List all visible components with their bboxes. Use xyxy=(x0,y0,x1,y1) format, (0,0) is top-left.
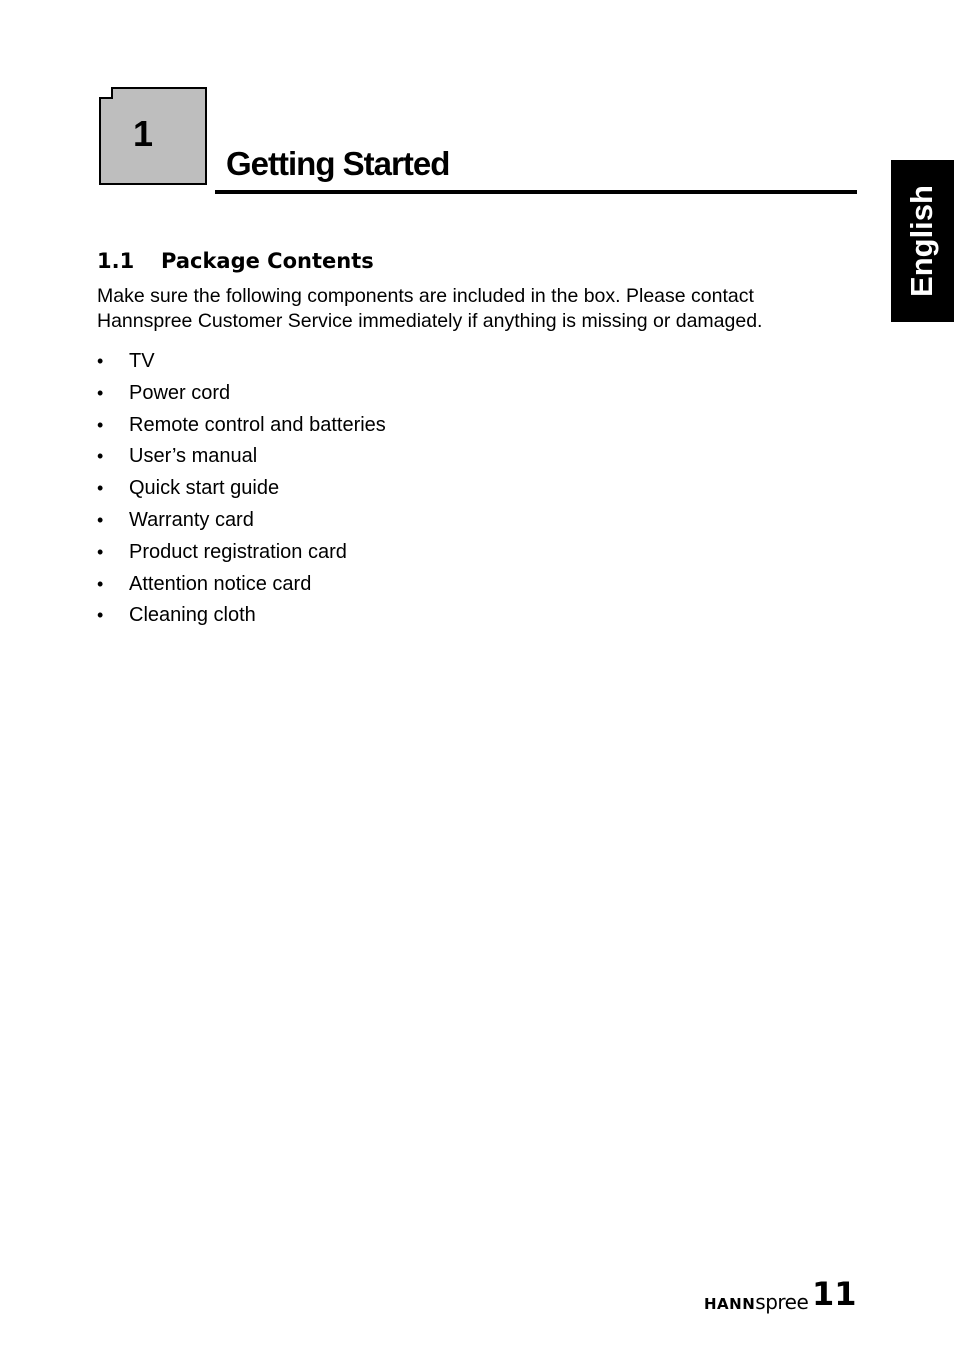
intro-line: Hannspree Customer Service immediately if anything is missing or damaged. xyxy=(97,310,763,332)
list-item xyxy=(97,569,386,601)
list-item-label: TV xyxy=(129,350,155,372)
package-contents-list xyxy=(97,346,386,632)
list-item-label: Cleaning cloth xyxy=(129,604,256,627)
intro-line: Make sure the following components are included in the box. Please contact xyxy=(97,285,754,307)
bullet-icon: • xyxy=(97,541,104,562)
list-item-label: Warranty card xyxy=(129,508,254,531)
list-item-label: Remote control and batteries xyxy=(129,413,386,436)
bullet-icon: • xyxy=(97,351,104,371)
chapter-number: 1 xyxy=(133,113,154,154)
list-item-label: Quick start guide xyxy=(129,477,280,500)
list-item xyxy=(97,505,386,537)
list-item-label: Attention notice card xyxy=(129,572,312,595)
list-item-label: Power cord xyxy=(129,381,231,404)
list-item xyxy=(97,473,386,505)
title-underline xyxy=(215,190,857,194)
section-number: 1.1 xyxy=(97,249,135,273)
bullet-icon: • xyxy=(97,509,104,530)
list-item-label: User’s manual xyxy=(129,445,258,468)
page-number: 11 xyxy=(812,1275,857,1313)
chapter-title: Getting Started xyxy=(226,145,450,182)
list-item xyxy=(97,600,386,632)
list-item xyxy=(97,378,386,410)
bullet-icon: • xyxy=(97,382,104,403)
chapter-box-notch-edge xyxy=(99,97,113,99)
list-item xyxy=(97,441,386,473)
brand-logo-light: spree xyxy=(755,1290,809,1314)
section-heading xyxy=(97,248,374,274)
bullet-icon: • xyxy=(97,478,104,499)
language-tab-label: English xyxy=(904,185,939,297)
list-item xyxy=(97,537,386,569)
bullet-icon: • xyxy=(97,605,104,626)
brand-logo xyxy=(704,1288,808,1318)
list-item xyxy=(97,346,386,378)
list-item-label: Product registration card xyxy=(129,540,347,563)
section-title: Package Contents xyxy=(161,249,374,273)
intro-paragraph xyxy=(97,284,837,334)
bullet-icon: • xyxy=(97,414,104,435)
bullet-icon: • xyxy=(97,573,104,594)
brand-logo-bold: HANN xyxy=(704,1295,756,1313)
bullet-icon: • xyxy=(97,446,104,467)
list-item xyxy=(97,410,386,442)
